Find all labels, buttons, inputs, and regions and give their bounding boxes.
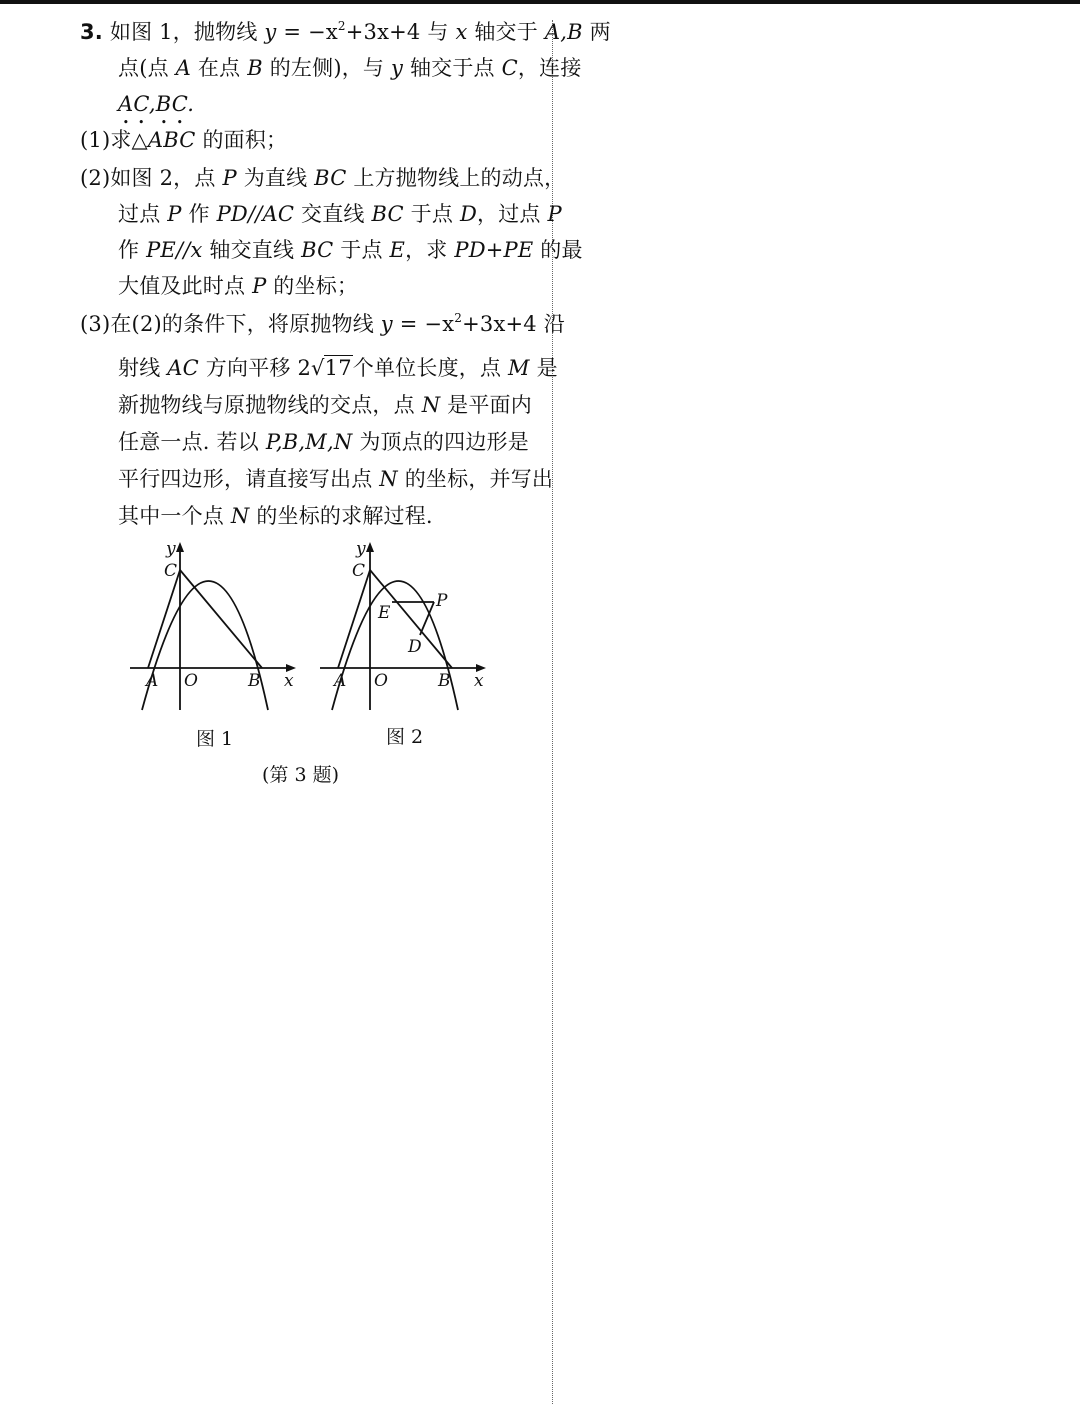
- figure-1: [124, 538, 304, 718]
- figure-1-caption: 图 1: [196, 728, 234, 750]
- part-3-line-2: 射线 AC 方向平移 2√17个单位长度，点 M 是: [118, 356, 558, 380]
- fig1-segment-ac: [148, 570, 180, 668]
- fig2-label-p: P: [436, 591, 448, 611]
- part-3-line-6: 其中一个点 N 的坐标的求解过程.: [118, 504, 433, 528]
- part-3-line-3: 新抛物线与原抛物线的交点，点 N 是平面内: [118, 393, 532, 417]
- question-caption: (第 3 题): [262, 764, 339, 786]
- fig1-label-b: B: [248, 671, 261, 691]
- problem-line-1: 3. 如图 1，抛物线 $y = -x^2+3x+4$ 与 x 轴交于 A,B 两: [80, 19, 611, 44]
- fig2-label-e: E: [378, 603, 391, 623]
- part-2-line-1: (2)如图 2，点 P 为直线 BC 上方抛物线上的动点，: [80, 166, 566, 190]
- fig1-label-x: x: [284, 671, 294, 691]
- fig2-y-arrow: [366, 542, 374, 552]
- part-3-line-5: 平行四边形，请直接写出点 N 的坐标，并写出: [118, 467, 554, 491]
- part-3-line-4: 任意一点. 若以 P,B,M,N 为顶点的四边形是: [118, 430, 529, 454]
- fig2-segment-ac: [338, 570, 370, 668]
- fig1-segment-bc: [180, 570, 262, 668]
- fig1-label-c: C: [164, 561, 178, 581]
- part-3-line-1: (3)在(2)的条件下，将原抛物线 $y = -x^2+3x+4$ 沿: [80, 311, 565, 336]
- fig2-label-d: D: [408, 637, 422, 657]
- fig2-label-a: A: [334, 671, 347, 691]
- fig2-label-c: C: [352, 561, 366, 581]
- fig1-label-a: A: [146, 671, 159, 691]
- problem-line-2: 点(点 A 在点 B 的左侧)，与 y 轴交于点 C，连接: [118, 56, 582, 80]
- part-1: (1)求△ABC 的面积；: [80, 128, 288, 152]
- problem-line-3: AC,BC.: [118, 92, 195, 116]
- fig1-label-o: O: [184, 671, 198, 691]
- fig2-label-x: x: [474, 671, 484, 691]
- fig2-label-b: B: [438, 671, 451, 691]
- part-2-line-4: 大值及此时点 P 的坐标；: [118, 274, 359, 298]
- part-2-line-3: 作 PE//x 轴交直线 BC 于点 E，求 PD+PE 的最: [118, 238, 583, 262]
- top-border: [0, 0, 1080, 4]
- fig1-label-y: y: [166, 539, 176, 559]
- fig2-label-y: y: [356, 539, 366, 559]
- fig2-label-o: O: [374, 671, 388, 691]
- figure-2-caption: 图 2: [386, 726, 424, 748]
- column-divider: [552, 20, 553, 1404]
- figure-2: [314, 538, 494, 718]
- part-2-line-2: 过点 P 作 PD//AC 交直线 BC 于点 D，过点 P: [118, 202, 562, 226]
- fig1-y-arrow: [176, 542, 184, 552]
